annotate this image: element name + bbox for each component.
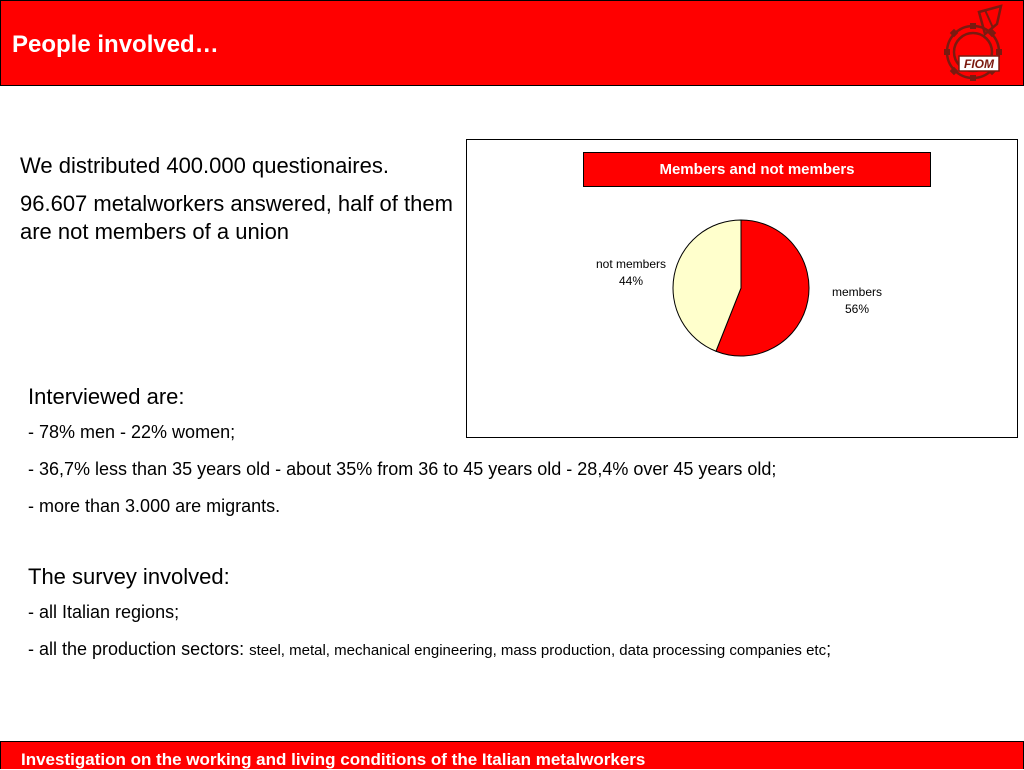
svg-text:FIOM: FIOM — [964, 57, 994, 71]
slice-percent: 44% — [618, 274, 644, 288]
survey-heading: The survey involved: — [28, 564, 230, 589]
interviewed-age: - 36,7% less than 35 years old - about 35% from 36 to 45 years old - 28,4% over 45 years old; — [28, 459, 777, 479]
slice-name: members — [831, 285, 882, 299]
survey-sectors-suffix: ; — [826, 639, 832, 659]
survey-sectors — [28, 639, 831, 660]
intro-text — [20, 152, 470, 256]
slice-name: not members — [595, 257, 667, 271]
fiom-logo-icon — [939, 4, 1015, 84]
survey-regions: - all Italian regions; — [28, 602, 180, 622]
survey-section — [28, 564, 831, 676]
intro-answered: 96.607 metalworkers answered, half of them are not members of a union — [20, 191, 453, 244]
intro-distributed: We distributed 400.000 questionaires. — [20, 153, 389, 178]
chart-title: Members and not members — [583, 152, 931, 187]
footer-bar — [0, 741, 1024, 769]
survey-sectors-prefix: - all the production sectors: — [28, 639, 250, 659]
interviewed-migrants: - more than 3.000 are migrants. — [28, 496, 281, 516]
slice-label-not-members — [585, 256, 677, 290]
slice-label-members — [817, 284, 897, 318]
slice-percent: 56% — [844, 302, 870, 316]
header-bar — [0, 0, 1024, 86]
interviewed-heading: Interviewed are: — [28, 384, 185, 409]
footer-text: Investigation on the working and living conditions of the Italian metalworkers — [21, 750, 646, 769]
page-title: People involved… — [12, 31, 219, 58]
interviewed-section — [28, 384, 776, 533]
survey-sectors-detail: steel, metal, mechanical engineering, mass production, data processing companies etc — [249, 642, 827, 659]
interviewed-gender: - 78% men - 22% women; — [28, 422, 236, 442]
